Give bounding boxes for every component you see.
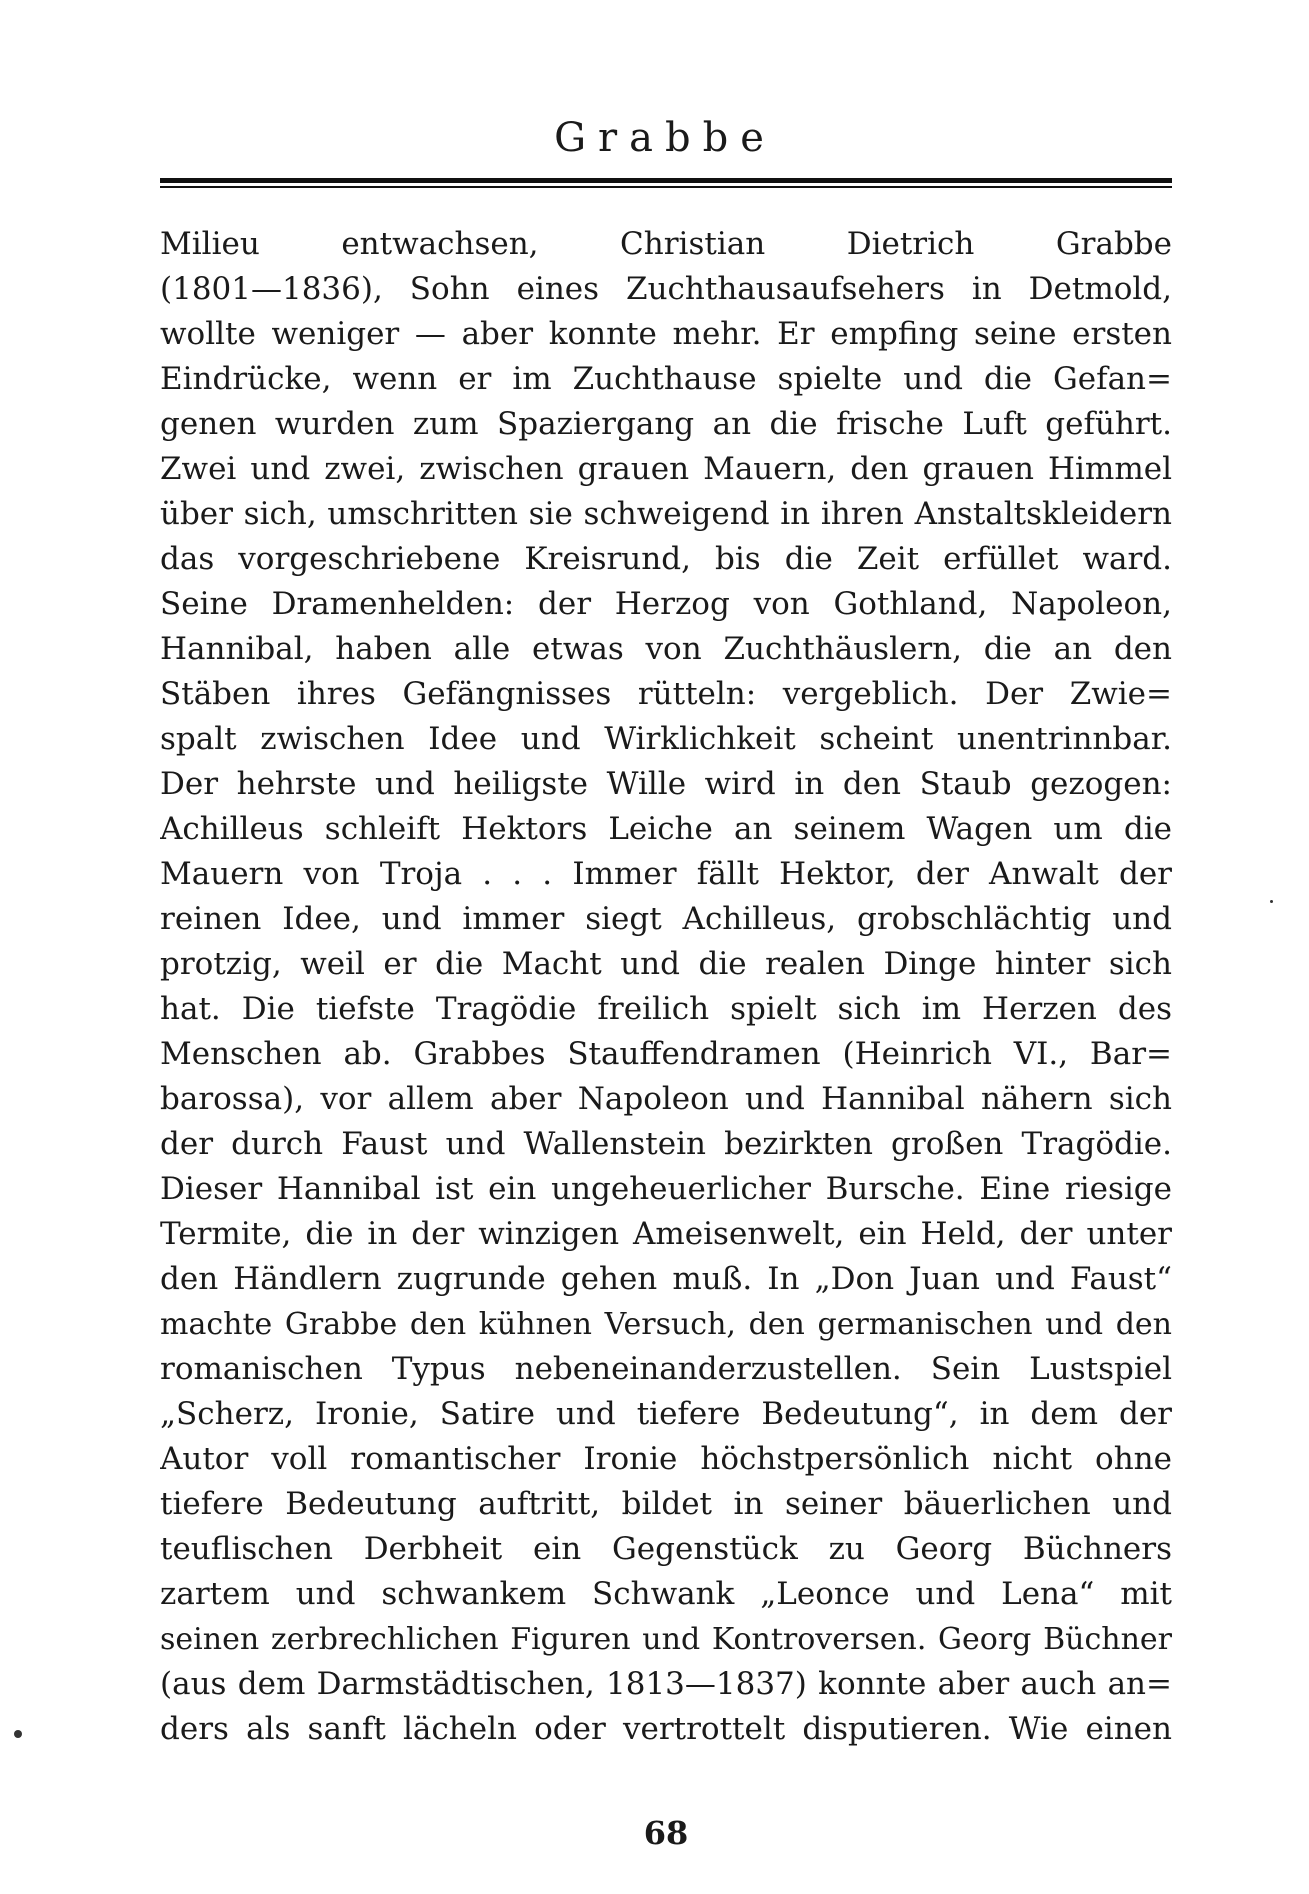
text-line: „Scherz, Ironie, Satire und tiefere Bedeutung“, in dem der — [160, 1396, 1172, 1432]
text-line: den Händlern zugrunde gehen muß. In „Don Juan und Faust“ — [160, 1261, 1172, 1297]
text-line: Milieu entwachsen, Christian Dietrich Grabbe — [160, 226, 1172, 262]
text-line: Mauern von Troja . . . Immer fällt Hektor, der Anwalt der — [160, 856, 1172, 892]
text-line: spalt zwischen Idee und Wirklichkeit scheint unentrinnbar. — [160, 721, 1172, 757]
text-line: Der hehrste und heiligste Wille wird in den Staub gezogen: — [160, 766, 1172, 802]
text-line: über sich, umschritten sie schweigend in ihren Anstaltskleidern — [160, 496, 1172, 532]
text-line: Menschen ab. Grabbes Stauffendramen (Heinrich VI., Bar= — [160, 1036, 1172, 1072]
running-head: Grabbe — [554, 115, 776, 161]
text-line: genen wurden zum Spaziergang an die frische Luft geführt. — [160, 406, 1172, 442]
text-line: ders als sanft lächeln oder vertrottelt disputieren. Wie einen — [160, 1711, 1172, 1747]
text-line: Achilleus schleift Hektors Leiche an seinem Wagen um die — [160, 811, 1172, 847]
text-line: das vorgeschriebene Kreisrund, bis die Zeit erfüllet ward. — [160, 541, 1172, 577]
text-line: machte Grabbe den kühnen Versuch, den germanischen und den — [160, 1307, 1172, 1342]
text-line: Seine Dramenhelden: der Herzog von Gothland, Napoleon, — [160, 586, 1172, 622]
text-line: (aus dem Darmstädtischen, 1813—1837) konnte aber auch an= — [160, 1666, 1172, 1702]
text-line: protzig, weil er die Macht und die realen Dinge hinter sich — [160, 946, 1172, 982]
text-line: Eindrücke, wenn er im Zuchthause spielte und die Gefan= — [160, 361, 1172, 397]
header-rule-thick — [160, 178, 1172, 183]
text-line: tiefere Bedeutung auftritt, bildet in seiner bäuerlichen und — [160, 1486, 1172, 1522]
scan-speck — [1270, 900, 1273, 903]
text-line: barossa), vor allem aber Napoleon und Hannibal nähern sich — [160, 1081, 1172, 1117]
text-line: Dieser Hannibal ist ein ungeheuerlicher Bursche. Eine riesige — [160, 1171, 1172, 1207]
text-line: wollte weniger — aber konnte mehr. Er empfing seine ersten — [160, 316, 1172, 352]
text-line: Hannibal, haben alle etwas von Zuchthäuslern, die an den — [160, 631, 1172, 667]
text-line: teuflischen Derbheit ein Gegenstück zu Georg Büchners — [160, 1531, 1172, 1567]
text-line: Zwei und zwei, zwischen grauen Mauern, den grauen Himmel — [160, 451, 1172, 487]
header-rule-thin — [160, 186, 1172, 188]
text-line: zartem und schwankem Schwank „Leonce und Lena“ mit — [160, 1576, 1172, 1612]
text-line: Stäben ihres Gefängnisses rütteln: vergeblich. Der Zwie= — [160, 676, 1172, 712]
text-line: seinen zerbrechlichen Figuren und Kontroversen. Georg Büchner — [160, 1622, 1172, 1657]
text-line: reinen Idee, und immer siegt Achilleus, grobschlächtig und — [160, 901, 1172, 937]
text-line: Autor voll romantischer Ironie höchstpersönlich nicht ohne — [160, 1441, 1172, 1477]
text-line: hat. Die tiefste Tragödie freilich spielt sich im Herzen des — [160, 991, 1172, 1027]
page-number: 68 — [643, 1814, 689, 1852]
body-text — [160, 222, 1172, 1752]
scan-speck — [14, 1730, 22, 1738]
text-line: romanischen Typus nebeneinanderzustellen. Sein Lustspiel — [160, 1351, 1172, 1387]
text-line: (1801—1836), Sohn eines Zuchthausaufsehers in Detmold, — [160, 271, 1172, 307]
text-line: der durch Faust und Wallenstein bezirkten großen Tragödie. — [160, 1126, 1172, 1162]
text-line: Termite, die in der winzigen Ameisenwelt, ein Held, der unter — [160, 1216, 1172, 1252]
